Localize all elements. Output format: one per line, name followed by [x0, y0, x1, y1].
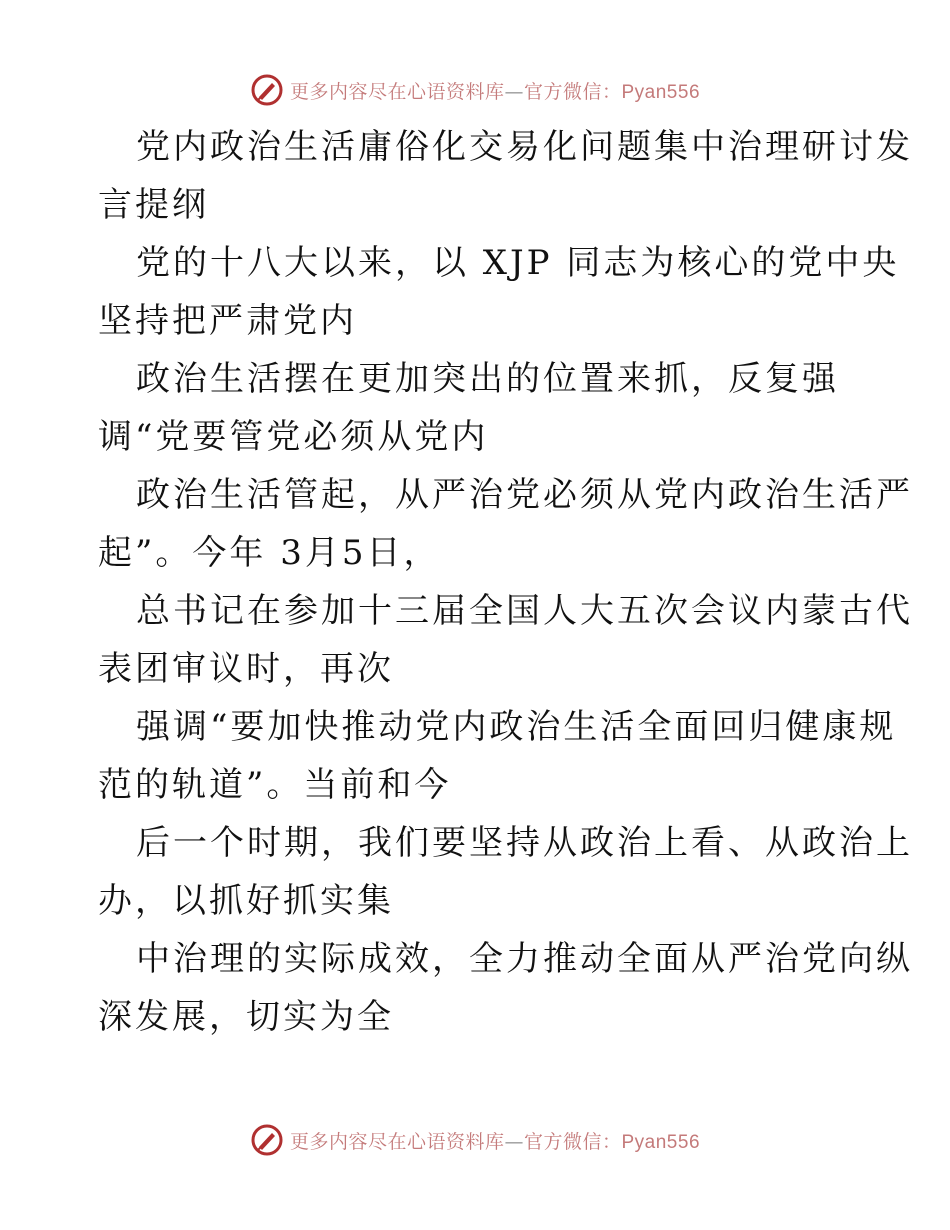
watermark-prefix: 更多内容尽在心语资料库	[289, 1130, 505, 1153]
watermark-suffix: 官方微信：	[523, 1130, 622, 1153]
quill-logo-icon	[250, 73, 284, 107]
watermark-dash: —	[504, 80, 524, 103]
document-body	[98, 118, 913, 1046]
watermark-text	[290, 77, 700, 104]
text-line: 中治理的实际成效，全力推动全面从严治党向纵	[136, 939, 913, 979]
text-line: 党的十八大以来，以 XJP 同志为核心的党中央	[136, 243, 900, 283]
watermark-dash: —	[504, 1130, 524, 1153]
text-line: 深发展，切实为全	[98, 997, 394, 1037]
text-line: 党内政治生活庸俗化交易化问题集中治理研讨发	[136, 127, 913, 167]
watermark-suffix: 官方微信：	[523, 80, 622, 103]
watermark-text	[290, 1127, 700, 1154]
watermark-id: Pyan556	[621, 81, 701, 103]
text-line: 表团审议时，再次	[98, 649, 394, 689]
header-watermark	[0, 70, 950, 110]
text-line: 坚持把严肃党内	[98, 301, 357, 341]
watermark-id: Pyan556	[621, 1131, 701, 1153]
text-line: 总书记在参加十三届全国人大五次会议内蒙古代	[136, 591, 913, 631]
text-line: 调“党要管党必须从党内	[98, 417, 489, 457]
text-line: 强调“要加快推动党内政治生活全面回归健康规	[136, 707, 897, 747]
quill-logo-icon	[250, 1123, 284, 1157]
text-line: 办，以抓好抓实集	[98, 881, 394, 921]
footer-watermark	[0, 1120, 950, 1160]
text-line: 政治生活摆在更加突出的位置来抓，反复强	[136, 359, 839, 399]
text-line: 言提纲	[98, 185, 209, 225]
text-line: 起”。今年 3月5日，	[98, 533, 441, 573]
watermark-prefix: 更多内容尽在心语资料库	[289, 80, 505, 103]
text-line: 范的轨道”。当前和今	[98, 765, 452, 805]
text-line: 政治生活管起，从严治党必须从党内政治生活严	[136, 475, 913, 515]
text-line: 后一个时期，我们要坚持从政治上看、从政治上	[136, 823, 913, 863]
